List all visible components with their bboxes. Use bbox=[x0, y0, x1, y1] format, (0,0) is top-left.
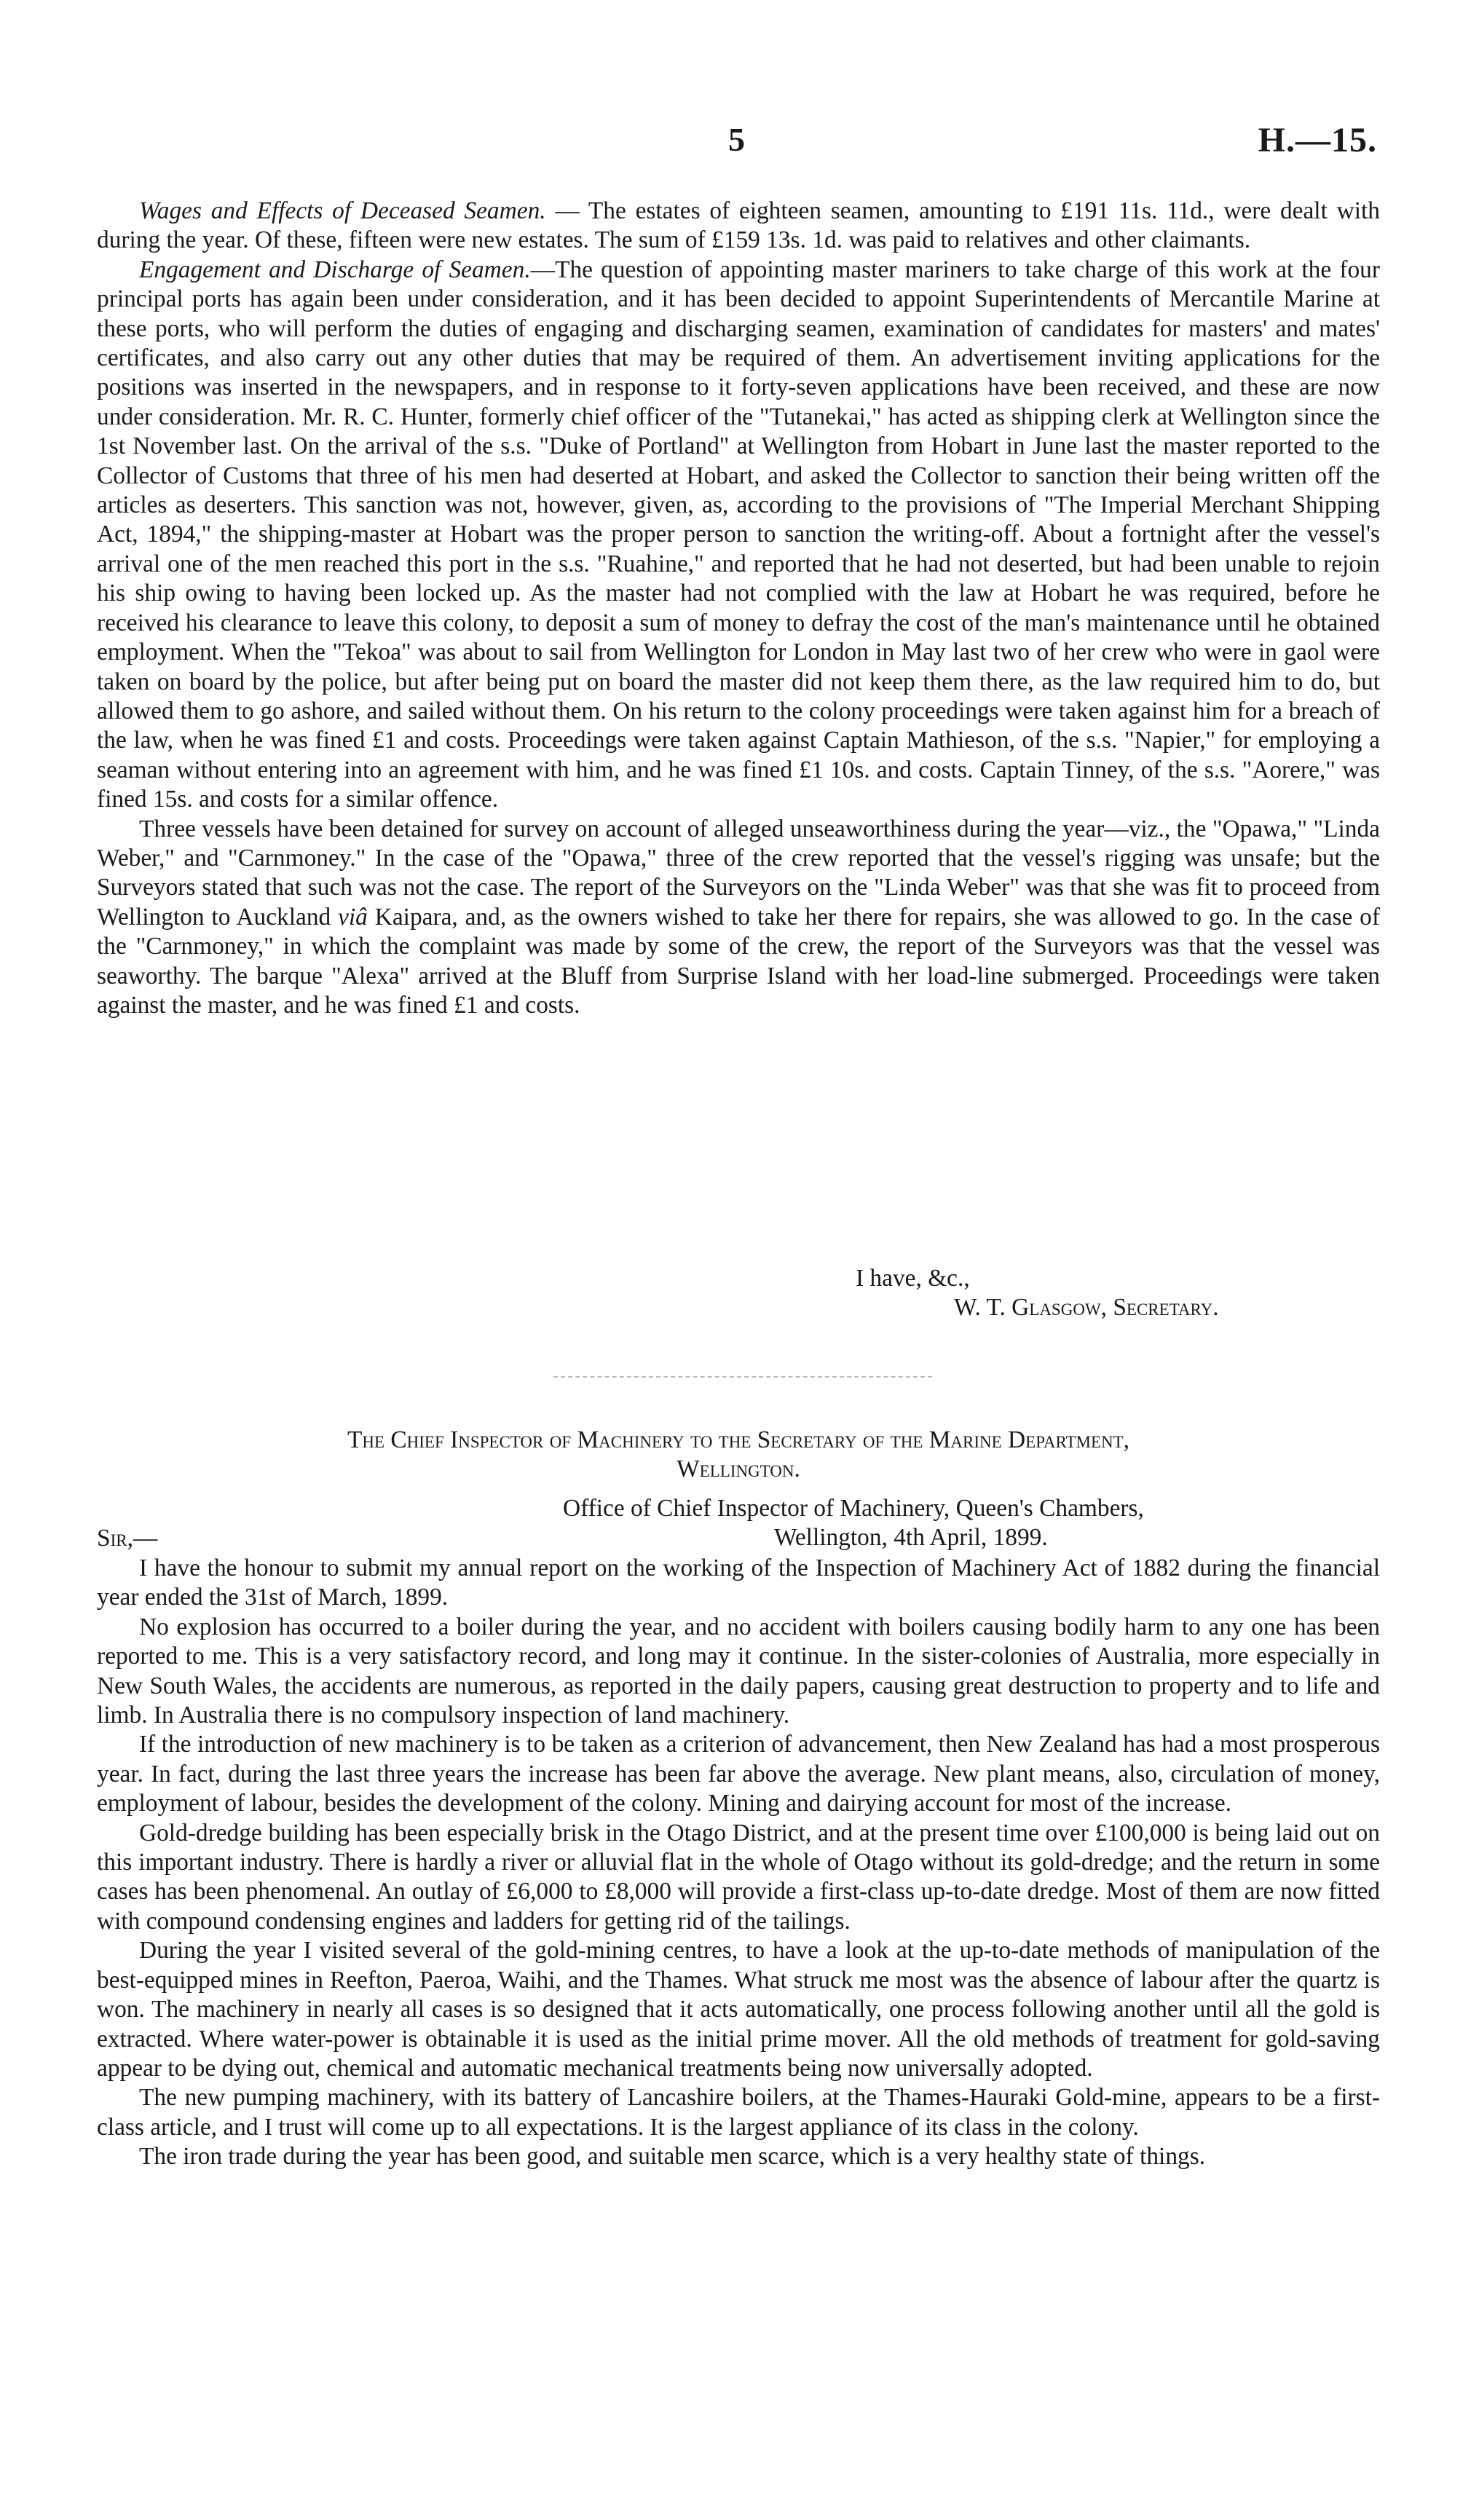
wages-text: — The estates of eighteen seamen, amounting to £191 11s. 11d., were dealt with during the year. Of these, fifteen were new estates. The sum of £159 13s. 1d. was paid to relatives and other claimants. bbox=[97, 197, 1380, 254]
page-header bbox=[0, 120, 1479, 164]
letter-paragraph: If the introduction of new machinery is to be taken as a criterion of advancement, then New Zealand has had a most prosperous year. In fact, during the last three years the increase has been far above the average. New plant means, also, circulation of money, employment of labour, besides the development of the colony. Mining and dairying account for most of the increase. bbox=[97, 1731, 1380, 1817]
letter-paragraph: Gold-dredge building has been especially brisk in the Otago District, and at the present time over £100,000 is being laid out on this important industry. There is hardly a river or alluvial flat in the whole of Otago without its gold-dredge; and the return in some cases has been phenomenal. An outlay of £6,000 to £8,000 will provide a first-class up-to-date dredge. Most of them are now fitted with compound condensing engines and ladders for getting rid of the tailings. bbox=[97, 1819, 1380, 1935]
salutation: Sir,— bbox=[97, 1525, 158, 1552]
letter-heading-line2: Wellington. bbox=[677, 1455, 800, 1483]
office-address bbox=[563, 1494, 1144, 1553]
office-line1: Office of Chief Inspector of Machinery, Queen's Chambers, bbox=[563, 1495, 1144, 1522]
letter-heading bbox=[97, 1426, 1380, 1485]
letter-paragraph: No explosion has occurred to a boiler during the year, and no accident with boilers causing bodily harm to any one has been reported to me. This is a very satisfactory record, and long may it continue. In the sister-colonies of Australia, more especially in New South Wales, the accidents are numerous, as reported in the daily papers, causing great destruction to property and to life and limb. In Australia there is no compulsory inspection of land machinery. bbox=[97, 1613, 1380, 1729]
document-reference: H.—15. bbox=[1258, 121, 1377, 159]
office-line2: Wellington, 4th April, 1899. bbox=[774, 1524, 1048, 1552]
engagement-heading: Engagement and Discharge of Seamen. bbox=[139, 256, 531, 283]
letter-paragraph: During the year I visited several of the gold-mining centres, to have a look at the up-to-date methods of manipulation of the best-equipped mines in Reefton, Paeroa, Waihi, and the Thames. What struck me most was the absence of labour after the quartz is won. The machinery in nearly all cases is so designed that it acts automatically, one process following another until all the gold is extracted. Where water-power is obtainable it is used as the initial prime mover. All the old methods of treatment for gold-saving appear to be dying out, chemical and automatic mechanical treatments being now universally adopted. bbox=[97, 1937, 1380, 2082]
wages-paragraph bbox=[97, 197, 1380, 256]
vessels-text-2: Kaipara, and, as the owners wished to take her there for repairs, she was allowed to go. In the case of the "Carnmoney," in which the complaint was made by some of the crew, the report of the Surveyors was that the vessel was seaworthy. The barque "Alexa" arrived at the Bluff from Surprise Island with her load-line submerged. Proceedings were taken against the master, and he was fined £1 and costs. bbox=[97, 903, 1380, 1019]
letter-paragraph: I have the honour to submit my annual report on the working of the Inspection of Machinery Act of 1882 during the financial year ended the 31st of March, 1899. bbox=[97, 1555, 1380, 1611]
section-divider bbox=[553, 1376, 932, 1378]
vessels-text-1: Three vessels have been detained for survey on account of alleged unseaworthiness during the year—viz., the "Opawa," "Linda Weber," and "Carnmoney." In the case of the "Opawa," three of the crew reported that the vessel's rigging was unsafe; but the Surveyors stated that such was not the case. The report of the Surveyors on the "Linda Weber" was that she was fit to proceed from Wellington to Auckland bbox=[97, 815, 1380, 931]
wages-heading: Wages and Effects of Deceased Seamen. bbox=[139, 197, 546, 224]
letter-heading-line1: The Chief Inspector of Machinery to the Secretary of the Marine Department, bbox=[347, 1426, 1130, 1453]
engagement-text: —The question of appointing master mariners to take charge of this work at the four principal ports has again been under consideration, and it has been decided to appoint Superintendents of Mercantile Marine at these ports, who will perform the duties of engaging and discharging seamen, examination of candidates for masters' and mates' certificates, and also carry out any other duties that may be required of them. An advertisement inviting applications for the positions was inserted in the newspapers, and in response to it forty-seven applications have been received, and these are now under consideration. Mr. R. C. Hunter, formerly chief officer of the "Tutanekai," has acted as shipping clerk at Wellington since the 1st November last. On the arrival of the s.s. "Duke of Portland" at Wellington from Hobart in June last the master reported to the Collector of Customs that three of his men had deserted at Hobart, and asked the Collector to sanction their being written off the articles as deserters. This sanction was not, however, given, as, according to the provisions of "The Imperial Merchant Shipping Act, 1894," the shipping-master at Hobart was the proper person to sanction the writing-off. About a fortnight after the vessel's arrival one of the men reached this port in the s.s. "Ruahine," and reported that he had not deserted, but had been unable to rejoin his ship owing to having been locked up. As the master had not complied with the law at Hobart he was required, before he received his clearance to leave this colony, to deposit a sum of money to defray the cost of the man's maintenance until he obtained employment. When the "Tekoa" was about to sail from Wellington for London in May last two of her crew who were in gaol were taken on board by the police, but after being put on board the master did not keep them there, as the law required him to do, but allowed them to go ashore, and sailed without them. On his return to the colony proceedings were taken against him for a breach of the law, when he was fined £1 and costs. Proceedings were taken against Captain Mathieson, of the s.s. "Napier," for employing a seaman without entering into an agreement with him, and he was fined £1 10s. and costs. Captain Tinney, of the s.s. "Aorere," was fined 15s. and costs for a similar offence. bbox=[97, 256, 1380, 813]
page-number: 5 bbox=[728, 121, 745, 158]
machinery-report-section bbox=[97, 1554, 1380, 2172]
secretary-report-section bbox=[97, 197, 1380, 1020]
vessels-paragraph bbox=[97, 815, 1380, 1021]
closing-line: I have, &c., bbox=[856, 1265, 970, 1292]
signature-line: W. T. Glasgow, Secretary. bbox=[954, 1294, 1219, 1322]
engagement-paragraph bbox=[97, 256, 1380, 815]
vessels-via: viâ bbox=[338, 903, 368, 931]
signoff-block bbox=[856, 1264, 1219, 1323]
letter-paragraph: The iron trade during the year has been good, and suitable men scarce, which is a very healthy state of things. bbox=[139, 2143, 1206, 2171]
letter-paragraph: The new pumping machinery, with its battery of Lancashire boilers, at the Thames-Hauraki Gold-mine, appears to be a first-class article, and I trust will come up to all expectations. It is the largest appliance of its class in the colony. bbox=[97, 2084, 1380, 2141]
